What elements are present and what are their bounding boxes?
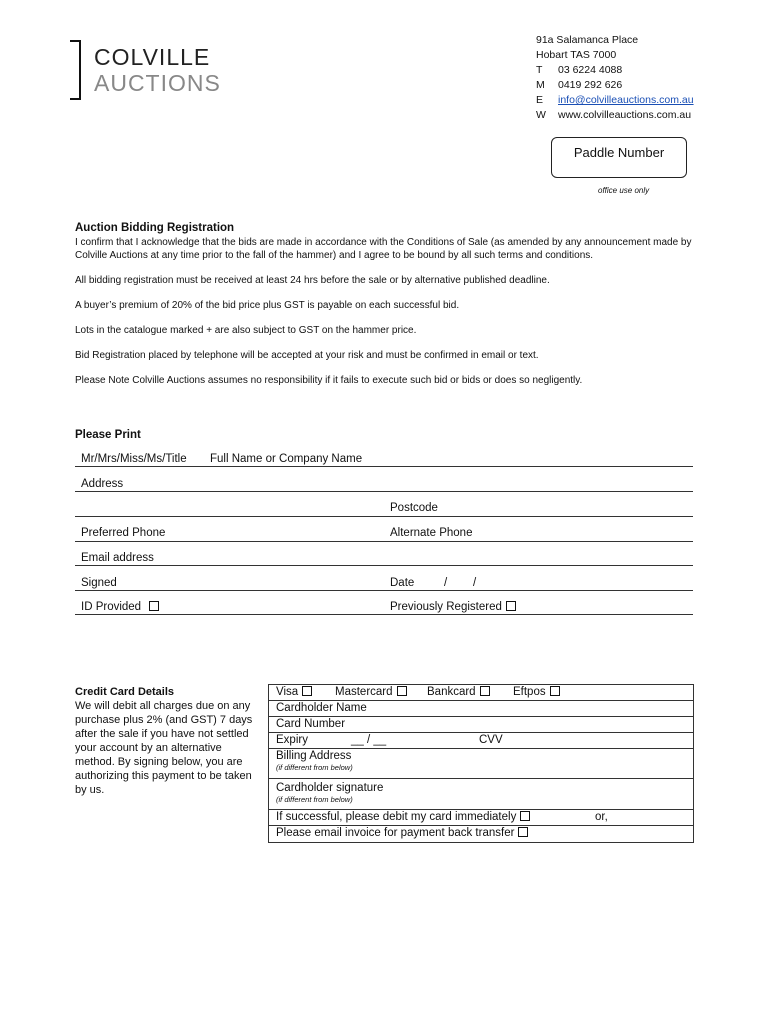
expiry-row[interactable] (269, 733, 693, 749)
phone-key: T (536, 64, 543, 76)
address-line[interactable] (75, 491, 693, 492)
cardholder-signature-note: (if different from below) (276, 795, 353, 804)
bankcard-checkbox[interactable] (480, 686, 490, 696)
debit-immediately-label: If successful, please debit my card immediately (276, 811, 517, 823)
phone-line[interactable] (75, 541, 693, 542)
terms-paragraph-6: Please Note Colville Auctions assumes no responsibility if it fails to execute such bid or bids or does so negligently. (75, 375, 583, 386)
postcode-line[interactable] (75, 516, 693, 517)
mobile-key: M (536, 79, 545, 91)
credit-card-description: We will debit all charges due on any purchase plus 2% (and GST) 7 days after the sale if you have not settled your account by an alternative method. By signing below, you are authorizing this payment to be taken by us. (75, 700, 253, 796)
address-field-label: Address (81, 478, 124, 490)
terms-paragraph-1: I confirm that I acknowledge that the bids are made in accordance with the Conditions of Sale (as amended by any announcement made by Colville Auctions at any time prior to the fall of the hammer) and I agree to be bound by all such terms and conditions. (75, 237, 692, 261)
billing-address-note: (if different from below) (276, 763, 353, 772)
debit-immediately-row (269, 810, 693, 826)
logo-text-colville: COLVILLE (94, 44, 211, 70)
name-line[interactable] (75, 466, 693, 467)
credit-card-title: Credit Card Details (75, 686, 175, 698)
eftpos-checkbox[interactable] (550, 686, 560, 696)
terms-paragraph-4: Lots in the catalogue marked + are also subject to GST on the hammer price. (75, 325, 417, 336)
cvv-label: CVV (479, 734, 503, 746)
terms-paragraph-5: Bid Registration placed by telephone will be accepted at your risk and must be confirmed in email or text. (75, 350, 539, 361)
website: www.colvilleauctions.com.au (558, 109, 692, 121)
email-link[interactable]: info@colvilleauctions.com.au (558, 94, 694, 106)
card-number-label: Card Number (276, 718, 346, 730)
cardholder-name-label: Cardholder Name (276, 702, 367, 714)
email-field-label: Email address (81, 552, 154, 564)
visa-label: Visa (276, 686, 299, 698)
paddle-number-box[interactable]: Paddle Number (551, 137, 687, 178)
cardholder-name-row[interactable] (269, 701, 693, 717)
debit-immediately-checkbox[interactable] (520, 811, 530, 821)
address-line-2: Hobart TAS 7000 (536, 49, 617, 61)
expiry-blank: __ / __ (351, 734, 387, 746)
web-key: W (536, 109, 546, 121)
email-row (536, 93, 694, 108)
signed-line[interactable] (75, 590, 693, 591)
name-field-label: Full Name or Company Name (210, 453, 363, 465)
mastercard-label: Mastercard (335, 686, 393, 698)
previously-registered-label: Previously Registered (390, 601, 502, 613)
preferred-phone-label: Preferred Phone (81, 527, 166, 539)
billing-address-row[interactable] (269, 749, 693, 779)
visa-checkbox[interactable] (302, 686, 312, 696)
billing-address-label: Billing Address (276, 750, 352, 762)
email-line[interactable] (75, 565, 693, 566)
address-line-1: 91a Salamanca Place (536, 34, 639, 46)
previously-registered-checkbox[interactable] (506, 601, 516, 611)
phone-number: 03 6224 4088 (558, 64, 623, 76)
email-invoice-label: Please email invoice for payment back transfer (276, 827, 515, 839)
date-separator-1: / (444, 577, 448, 589)
email-invoice-row (269, 826, 693, 842)
card-number-row[interactable] (269, 717, 693, 733)
date-field-label: Date (390, 577, 415, 589)
cardholder-signature-row[interactable] (269, 779, 693, 810)
expiry-label: Expiry (276, 734, 308, 746)
mobile-row (536, 78, 694, 93)
id-provided-row (81, 601, 159, 613)
bankcard-label: Bankcard (427, 686, 476, 698)
contact-block (536, 33, 694, 123)
title-field-label: Mr/Mrs/Miss/Ms/Title (81, 453, 187, 465)
previously-registered-row (390, 601, 516, 613)
signed-field-label: Signed (81, 577, 117, 589)
email-key: E (536, 94, 544, 106)
alternate-phone-label: Alternate Phone (390, 527, 473, 539)
credit-card-info (75, 685, 255, 797)
form-title: Please Print (75, 429, 141, 441)
office-use-note: office use only (598, 186, 650, 195)
web-row (536, 108, 694, 123)
cardholder-signature-label: Cardholder signature (276, 782, 384, 794)
id-provided-checkbox[interactable] (149, 601, 159, 611)
phone-row (536, 63, 694, 78)
id-line (75, 614, 693, 615)
terms-title: Auction Bidding Registration (75, 222, 235, 234)
postcode-field-label: Postcode (390, 502, 438, 514)
credit-card-table (268, 684, 694, 843)
logo-text-auctions: AUCTIONS (94, 70, 221, 96)
card-type-row (269, 685, 693, 701)
mobile-number: 0419 292 626 (558, 79, 623, 91)
terms-paragraph-2: All bidding registration must be received at least 24 hrs before the sale or by alternative published deadline. (75, 275, 550, 286)
eftpos-label: Eftpos (513, 686, 546, 698)
date-separator-2: / (473, 577, 477, 589)
mastercard-checkbox[interactable] (397, 686, 407, 696)
or-text: or, (595, 811, 608, 823)
email-invoice-checkbox[interactable] (518, 827, 528, 837)
id-provided-label: ID Provided (81, 601, 142, 613)
terms-paragraph-3: A buyer’s premium of 20% of the bid price plus GST is payable on each successful bid. (75, 300, 460, 311)
logo-bracket (70, 40, 81, 100)
